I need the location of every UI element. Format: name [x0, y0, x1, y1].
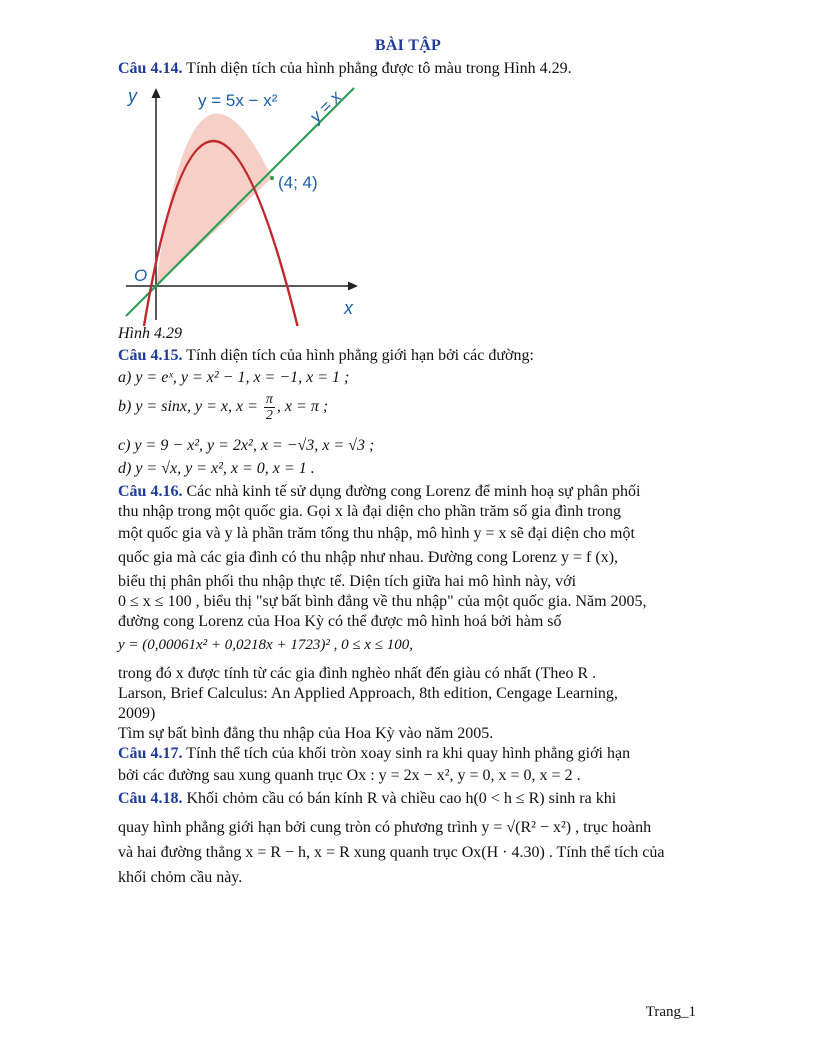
- question-label: Câu 4.14.: [118, 60, 183, 77]
- question-text: Khối chỏm cầu có bán kính R và chiều cao h(0 < h ≤ R) sinh ra khi: [182, 790, 617, 807]
- paragraph-line: 0 ≤ x ≤ 100 , biểu thị "sự bất bình đẳng về thu nhập" của một quốc gia. Năm 2005,: [118, 593, 647, 610]
- section-title: BÀI TẬP: [374, 37, 442, 54]
- x-axis-label: x: [344, 298, 353, 318]
- question-4-18: [118, 789, 616, 808]
- intersection-label: (4; 4): [278, 173, 318, 192]
- paragraph-line: Larson, Brief Calculus: An Applied Approach, 8th edition, Cengage Learning,: [118, 685, 618, 702]
- paragraph-line: 2009): [118, 705, 156, 722]
- question-4-17: [118, 744, 630, 763]
- item-c: c) y = 9 − x², y = 2x², x = −√3, x = √3 ;: [118, 437, 375, 454]
- fraction-numerator: π: [265, 392, 273, 407]
- parabola-label: y = 5x − x²: [198, 91, 278, 110]
- x-axis-arrow-icon: [348, 282, 358, 291]
- question-4-16: [118, 482, 640, 501]
- paragraph-line: quốc gia mà các gia đình có thu nhập như nhau. Đường cong Lorenz y = f (x),: [118, 549, 619, 566]
- figure-4-29: [118, 78, 368, 326]
- y-axis-arrow-icon: [152, 88, 161, 98]
- question-text: Tính thể tích của khối tròn xoay sinh ra khi quay hình phẳng giới hạn: [182, 745, 631, 762]
- paragraph-line: Tìm sự bất bình đẳng thu nhập của Hoa Kỳ vào năm 2005.: [118, 725, 494, 742]
- item-b-text: b) y = sinx, y = x, x =: [118, 398, 258, 416]
- question-label: Câu 4.17.: [118, 745, 183, 762]
- line-label: y = x: [305, 87, 346, 127]
- fraction-denominator: 2: [265, 408, 273, 423]
- figure-graph: [118, 78, 368, 326]
- paragraph-line: biểu thị phân phối thu nhập thực tế. Diện tích giữa hai mô hình này, với: [118, 573, 577, 590]
- paragraph-line: và hai đường thẳng x = R − h, x = R xung quanh trục Ox(H · 4.30) . Tính thể tích của: [118, 844, 665, 861]
- item-a: a) y = eˣ, y = x² − 1, x = −1, x = 1 ;: [118, 369, 350, 386]
- formula-lorenz: y = (0,00061x² + 0,0218x + 1723)² , 0 ≤ x ≤ 100,: [118, 637, 413, 653]
- fraction-pi-over-2: [264, 392, 275, 423]
- question-4-15: [118, 346, 534, 365]
- item-b: [118, 392, 328, 423]
- question-4-14: [118, 59, 572, 78]
- paragraph-line: trong đó x được tính từ các gia đình nghèo nhất đến giàu có nhất (Theo R .: [118, 665, 597, 682]
- paragraph-line: quay hình phẳng giới hạn bởi cung tròn có phương trình y = √(R² − x²) , trục hoành: [118, 819, 652, 836]
- question-label: Câu 4.16.: [118, 483, 183, 500]
- page-number: Trang_1: [645, 1004, 696, 1020]
- origin-label: O: [134, 266, 148, 285]
- paragraph-line: khối chỏm cầu này.: [118, 869, 243, 886]
- paragraph-line: thu nhập trong một quốc gia. Gọi x là đại diện cho phần trăm số gia đình trong: [118, 503, 622, 520]
- question-label: Câu 4.15.: [118, 347, 183, 364]
- paragraph-line: một quốc gia và y là phần trăm tổng thu nhập, mô hình y = x sẽ đại diện cho một: [118, 525, 635, 542]
- y-axis-label: y: [128, 86, 137, 106]
- question-text: Tính diện tích của hình phẳng được tô màu trong Hình 4.29.: [182, 60, 572, 77]
- paragraph-line: bởi các đường sau xung quanh trục Ox : y = 2x − x², y = 0, x = 0, x = 2 .: [118, 767, 581, 784]
- question-label: Câu 4.18.: [118, 790, 183, 807]
- intersection-point: [270, 176, 274, 180]
- paragraph-line: đường cong Lorenz của Hoa Kỳ có thể được mô hình hoá bởi hàm số: [118, 613, 562, 630]
- figure-caption: Hình 4.29: [118, 325, 182, 342]
- item-d: d) y = √x, y = x², x = 0, x = 1 .: [118, 460, 315, 477]
- question-text: Các nhà kinh tế sử dụng đường cong Lorenz để minh hoạ sự phân phối: [182, 483, 641, 500]
- item-b-tail: , x = π ;: [276, 398, 329, 416]
- question-text: Tính diện tích của hình phẳng giới hạn bởi các đường:: [182, 347, 534, 364]
